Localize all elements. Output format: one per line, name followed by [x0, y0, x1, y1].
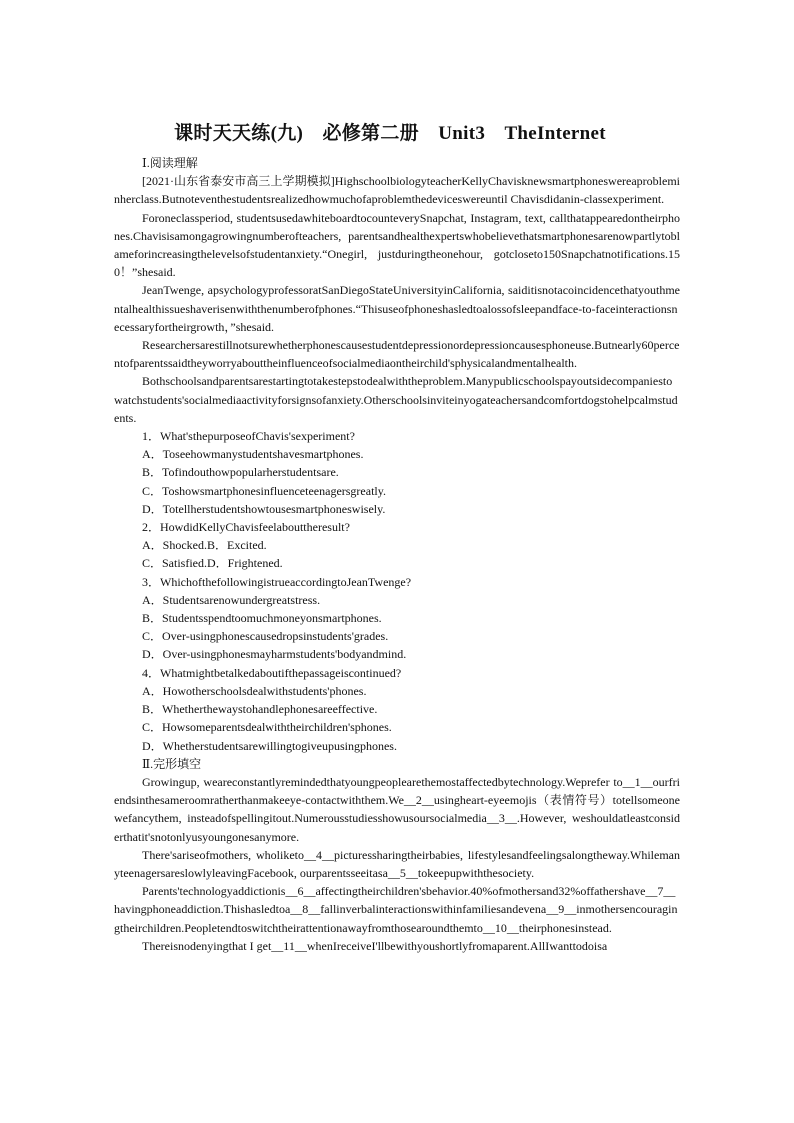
reading-paragraph: Researchersarestillnotsurewhetherphonescausestudentdepressionordepressioncausesphoneuse.Butnearly60percentofparentssaidtheyworryabouttheinfluenceofsocialmediaontheirchild'sphysicalandmentalhealth. [114, 338, 680, 371]
question-stem: 4．Whatmightbetalkedaboutifthepassageiscontinued? [142, 665, 402, 680]
answer-option: C．Toshowsmartphonesinfluenceteenagersgreatly. [142, 483, 386, 498]
cloze-paragraph: Growingup, weareconstantlyremindedthatyoungpeoplearethemostaffectedbytechnology.Weprefer to__1__ourfriendsinthesameroomratherthanmakeeye-contactwiththem.We__2__usingheart-eyeemojis（表情符号）totellsomeonewefancythem, insteadofspellingitout.Numerousstudiesshowusoursocialmedia__3__.However, weshouldatleastconsiderthatit'snotonlyusyoungonesanymore. [114, 774, 680, 844]
section-heading-reading: Ⅰ.阅读理解 [142, 156, 198, 170]
page-title: 课时天天练(九) 必修第二册 Unit3 TheInternet [174, 123, 606, 144]
answer-option: D．Totellherstudentshowtousesmartphoneswisely. [142, 501, 386, 516]
worksheet-page [114, 118, 680, 955]
answer-option: A．Shocked.B．Excited. [142, 538, 267, 553]
answer-option: A．Toseehowmanystudentshavesmartphones. [142, 447, 364, 462]
reading-paragraph: JeanTwenge, apsychologyprofessoratSanDiegoStateUniversityinCalifornia, saiditisnotacoincidencethatyouthmentalhealthissueshaverisenwiththenumberofphones.“Thisuseofphoneshasledtoalossofsleepandface-to-faceinteractionsnecessaryfortheirgrowth，”shesaid. [114, 283, 680, 334]
cloze-paragraph: There'sariseofmothers, wholiketo__4__picturessharingtheirbabies, lifestylesandfeelingsalongtheway.WhilemanyteenagersareslowlyleavingFacebook, ourparentsseeitasa__5__tokeepupwiththesociety. [114, 847, 680, 880]
answer-option: B．Whetherthewaystohandlephonesareeffective. [142, 702, 378, 717]
reading-paragraph: Foroneclassperiod, studentsusedawhiteboardtocounteverySnapchat, Instagram, text, callthatappearedontheirphones.Chavisisamongagrowingnumberofteachers, parentsandhealthexpertswhobelievethatsmartphonesarenowpartlytoblameforincreasingthelevelsofstudentanxiety.“Onegirl, justduringtheonehour, gotcloseto150Snapchatnotifications.150！”shesaid. [114, 210, 680, 280]
question-stem: 1．What'sthepurposeofChavis'sexperiment? [142, 429, 355, 444]
answer-option: C．Over-usingphonescausedropsinstudents'grades. [142, 629, 389, 644]
cloze-paragraph: Thereisnodenyingthat I get__11__whenIreceiveI'llbewithyoushortlyfromaparent.AllIwanttodoisa [142, 938, 608, 953]
section-heading-cloze: Ⅱ.完形填空 [142, 756, 202, 771]
answer-option: A．Howotherschoolsdealwithstudents'phones. [142, 683, 367, 698]
answer-option: B．Tofindouthowpopularherstudentsare. [142, 465, 339, 480]
answer-option: D．Whetherstudentsarewillingtogiveupusingphones. [142, 738, 397, 753]
question-stem: 3．WhichofthefollowingistrueaccordingtoJeanTwenge? [142, 574, 412, 589]
cloze-paragraph: Parents'technologyaddictionis__6__affectingtheirchildren'sbehavior.40%ofmothersand32%offathershave__7__havingphoneaddiction.Thishasledtoa__8__fallinverbalinteractionswithinfamiliesandevena__9__inmothersencouragingtheirchildren.Peopletendtoswitchtheirattentionawayfromthosearoundthemto__10__theirphonesinstead. [114, 884, 678, 935]
reading-paragraph: [2021·山东省泰安市高三上学期模拟]HighschoolbiologyteacherKellyChavisknewsmartphoneswereaprobleminherclass.Butnoteventhestudentsrealizedhowmuchofaproblemthedeviceswereuntil Chavisdidanin-classexperiment. [114, 174, 680, 207]
answer-option: B．Studentsspendtoomuchmoneyonsmartphones. [142, 611, 382, 626]
question-stem: 2．HowdidKellyChavisfeelabouttheresult? [142, 520, 350, 535]
reading-paragraph: Bothschoolsandparentsarestartingtotakestepstodealwiththeproblem.Manypublicschoolspayoutsidecompaniestowatchstudents'socialmediaactivityforsignsofanxiety.Otherschoolsinviteinyogateachersandcomfortdogstohelpcalmstudents. [114, 374, 678, 425]
answer-option: C．Howsomeparentsdealwiththeirchildren'sphones. [142, 720, 392, 735]
answer-option: C．Satisfied.D．Frightened. [142, 556, 283, 571]
answer-option: A．Studentsarenowundergreatstress. [142, 592, 321, 607]
answer-option: D．Over-usingphonesmayharmstudents'bodyandmind. [142, 647, 407, 662]
